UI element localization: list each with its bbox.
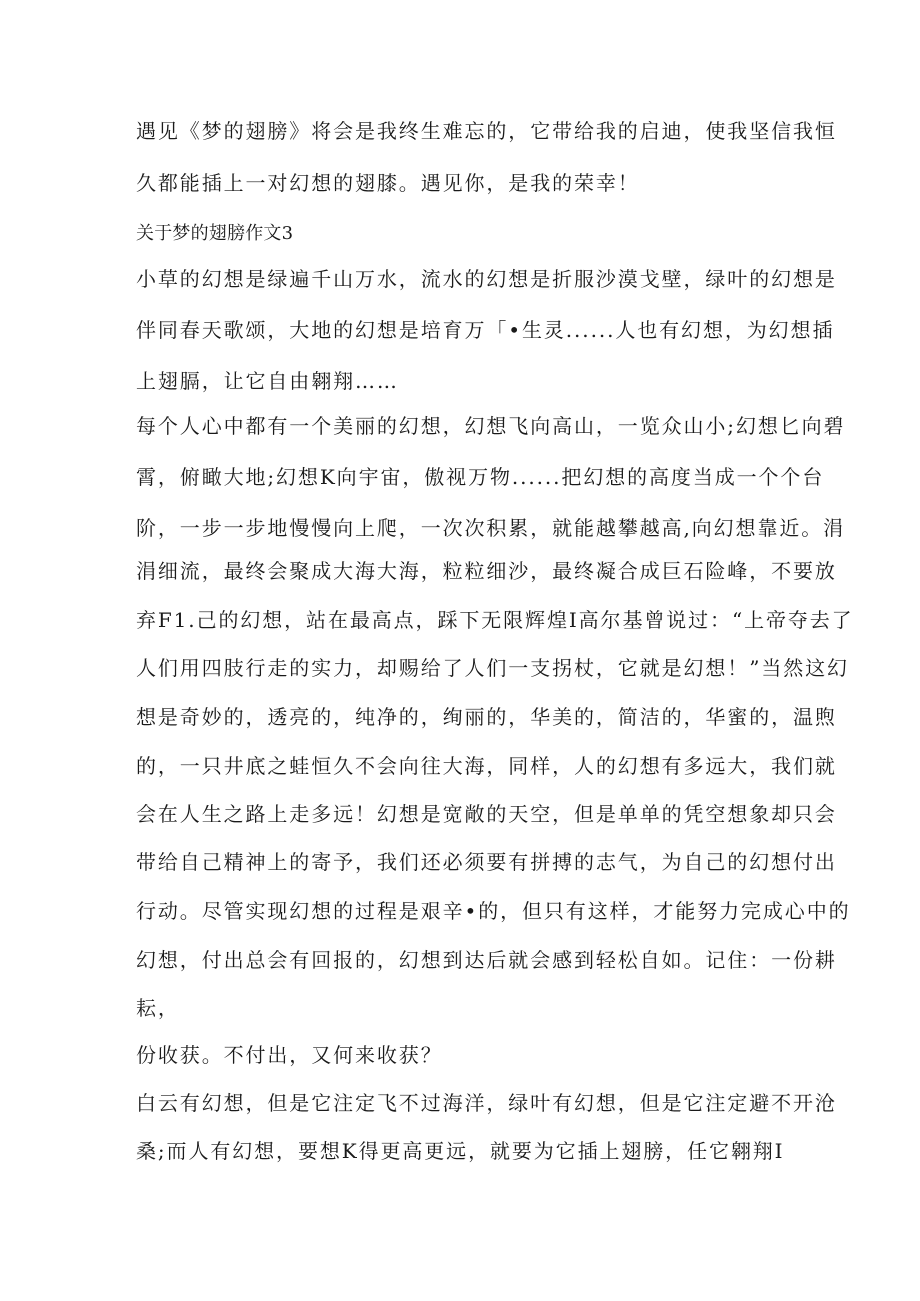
intro-line-1: 遇见《梦的翅膀》将会是我终生难忘的，它带给我的启迪，使我坚信我恒 bbox=[136, 119, 837, 143]
paragraph-2-line-8: 的，一只井底之蛙恒久不会向往大海，同样，人的幻想有多远大，我们就 bbox=[136, 754, 837, 778]
paragraph-2-line-13: 耘， bbox=[136, 996, 180, 1020]
paragraph-2-line-3: 阶，一步一步地慢慢向上爬，一次次积累，就能越攀越高,向幻想靠近。涓 bbox=[136, 516, 846, 540]
paragraph-2-line-5: 弃F1.己的幻想，站在最高点，踩下无限辉煌I高尔基曾说过：“上帝夺去了 bbox=[136, 608, 854, 632]
paragraph-2-line-11: 行动。尽管实现幻想的过程是艰辛•的，但只有这样，才能努力完成心中的 bbox=[136, 899, 851, 923]
paragraph-2-line-10: 带给自己精神上的寄予，我们还必须要有拼搏的志气，为自己的幻想付出 bbox=[136, 850, 837, 874]
paragraph-3-line-1: 份收获。不付出，又何来收获？ bbox=[136, 1043, 443, 1067]
paragraph-2-line-2: 霄，俯瞰大地;幻想K向宇宙，傲视万物......把幻想的高度当成一个个台 bbox=[136, 465, 825, 489]
paragraph-2-line-12: 幻想，付出总会有回报的，幻想到达后就会感到轻松自如。记住：一份耕 bbox=[136, 948, 837, 972]
paragraph-1-line-3: 上翅膈，让它自由翱翔…… bbox=[136, 369, 399, 393]
paragraph-2-line-4: 涓细流，最终会聚成大海大海，粒粒细沙，最终凝合成巨石险峰，不要放 bbox=[136, 559, 837, 583]
paragraph-2-line-9: 会在人生之路上走多远！幻想是宽敞的天空，但是单单的凭空想象却只会 bbox=[136, 802, 837, 826]
paragraph-1-line-2: 伴同春天歌颂，大地的幻想是培育万「•生灵......人也有幻想，为幻想插 bbox=[136, 318, 835, 342]
intro-line-2: 久都能插上一对幻想的翅膝。遇见你，是我的荣幸！ bbox=[136, 171, 640, 195]
paragraph-2-line-1: 每个人心中都有一个美丽的幻想，幻想飞向高山，一览众山小;幻想匕向碧 bbox=[136, 414, 846, 438]
section-heading: 关于梦的翅膀作文3 bbox=[136, 223, 294, 244]
paragraph-4-line-2: 桑;而人有幻想，要想K得更高更远，就要为它插上翅膀，任它翱翔I bbox=[136, 1139, 785, 1163]
paragraph-2-line-7: 想是奇妙的，透亮的，纯净的，绚丽的，华美的，简洁的，华蜜的，温煦 bbox=[136, 705, 837, 729]
paragraph-1-line-1: 小草的幻想是绿遍千山万水，流水的幻想是折服沙漠戈壁，绿叶的幻想是 bbox=[136, 267, 837, 291]
paragraph-2-line-6: 人们用四肢行走的实力，却赐给了人们一支拐杖，它就是幻想！”当然这幻 bbox=[136, 656, 849, 680]
paragraph-4-line-1: 白云有幻想，但是它注定飞不过海洋，绿叶有幻想，但是它注定避不开沧 bbox=[136, 1091, 837, 1115]
